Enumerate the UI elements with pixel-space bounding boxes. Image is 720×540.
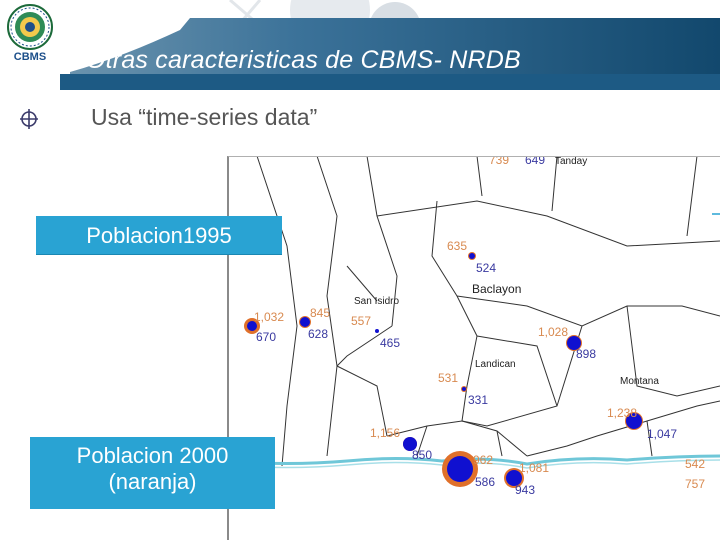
- bullet-text: Usa “time-series data”: [91, 104, 318, 130]
- pop-2000-label: 1,032: [254, 310, 285, 324]
- callout-population-2000: [30, 437, 275, 509]
- cbms-logo: [2, 2, 58, 62]
- pop-2000-label: 1,238: [607, 406, 638, 420]
- pop-1995-label: 670: [256, 330, 277, 344]
- place-name: Baclayon: [472, 282, 522, 296]
- pop-1995-label: 943: [515, 483, 536, 497]
- population-2000-labels: [254, 156, 705, 491]
- pop-2000-label: 962: [473, 453, 494, 467]
- place-name: Montana: [620, 376, 659, 387]
- callout-text-line2: (naranja): [108, 469, 197, 494]
- map-canvas: [227, 156, 720, 540]
- pop-2000-label: 739: [489, 156, 510, 167]
- logo-text: CBMS: [13, 51, 47, 62]
- pop-1995-label: 898: [576, 347, 597, 361]
- pop-2000-label: 1,156: [370, 426, 401, 440]
- pop-1995-label: 331: [468, 393, 489, 407]
- population-1995-labels: [256, 156, 677, 497]
- pop-2000-label: 542: [685, 457, 706, 471]
- pop-1995-label: 850: [412, 448, 433, 462]
- pop-1995-label: 586: [475, 475, 496, 489]
- crosshair-bullet-icon: [18, 108, 40, 130]
- pop-1995-label: 649: [525, 156, 546, 167]
- marker-1995: [462, 387, 466, 391]
- pop-1995-label: 465: [380, 336, 401, 350]
- header-background: [0, 0, 720, 90]
- pop-2000-label: 757: [685, 477, 706, 491]
- marker-1995: [447, 456, 473, 482]
- place-name: Tanday: [555, 156, 588, 167]
- place-name: Landican: [475, 359, 516, 370]
- population-map: [227, 156, 720, 540]
- marker-1995: [469, 253, 475, 259]
- pop-2000-label: 557: [351, 314, 372, 328]
- pop-1995-label: 524: [476, 261, 497, 275]
- pop-1995-label: 1,047: [647, 427, 678, 441]
- callout-text: Poblacion1995: [86, 223, 232, 248]
- pop-2000-label: 845: [310, 306, 331, 320]
- callout-text-line1: Poblacion 2000: [76, 443, 229, 468]
- marker-1995: [300, 317, 310, 327]
- slide-header: [0, 0, 720, 90]
- pop-2000-label: 1,028: [538, 325, 569, 339]
- place-name: San Isidro: [354, 296, 400, 307]
- callout-population-1995: [36, 216, 282, 254]
- pop-2000-label: 635: [447, 239, 468, 253]
- population-markers: [244, 252, 643, 488]
- marker-1995: [375, 329, 379, 333]
- pop-2000-label: 531: [438, 371, 459, 385]
- pop-1995-label: 628: [308, 327, 329, 341]
- slide-title: Otras caracteristicas de CBMS- NRDB: [86, 46, 521, 74]
- place-names: [354, 156, 659, 387]
- pop-2000-label: 1,081: [519, 461, 550, 475]
